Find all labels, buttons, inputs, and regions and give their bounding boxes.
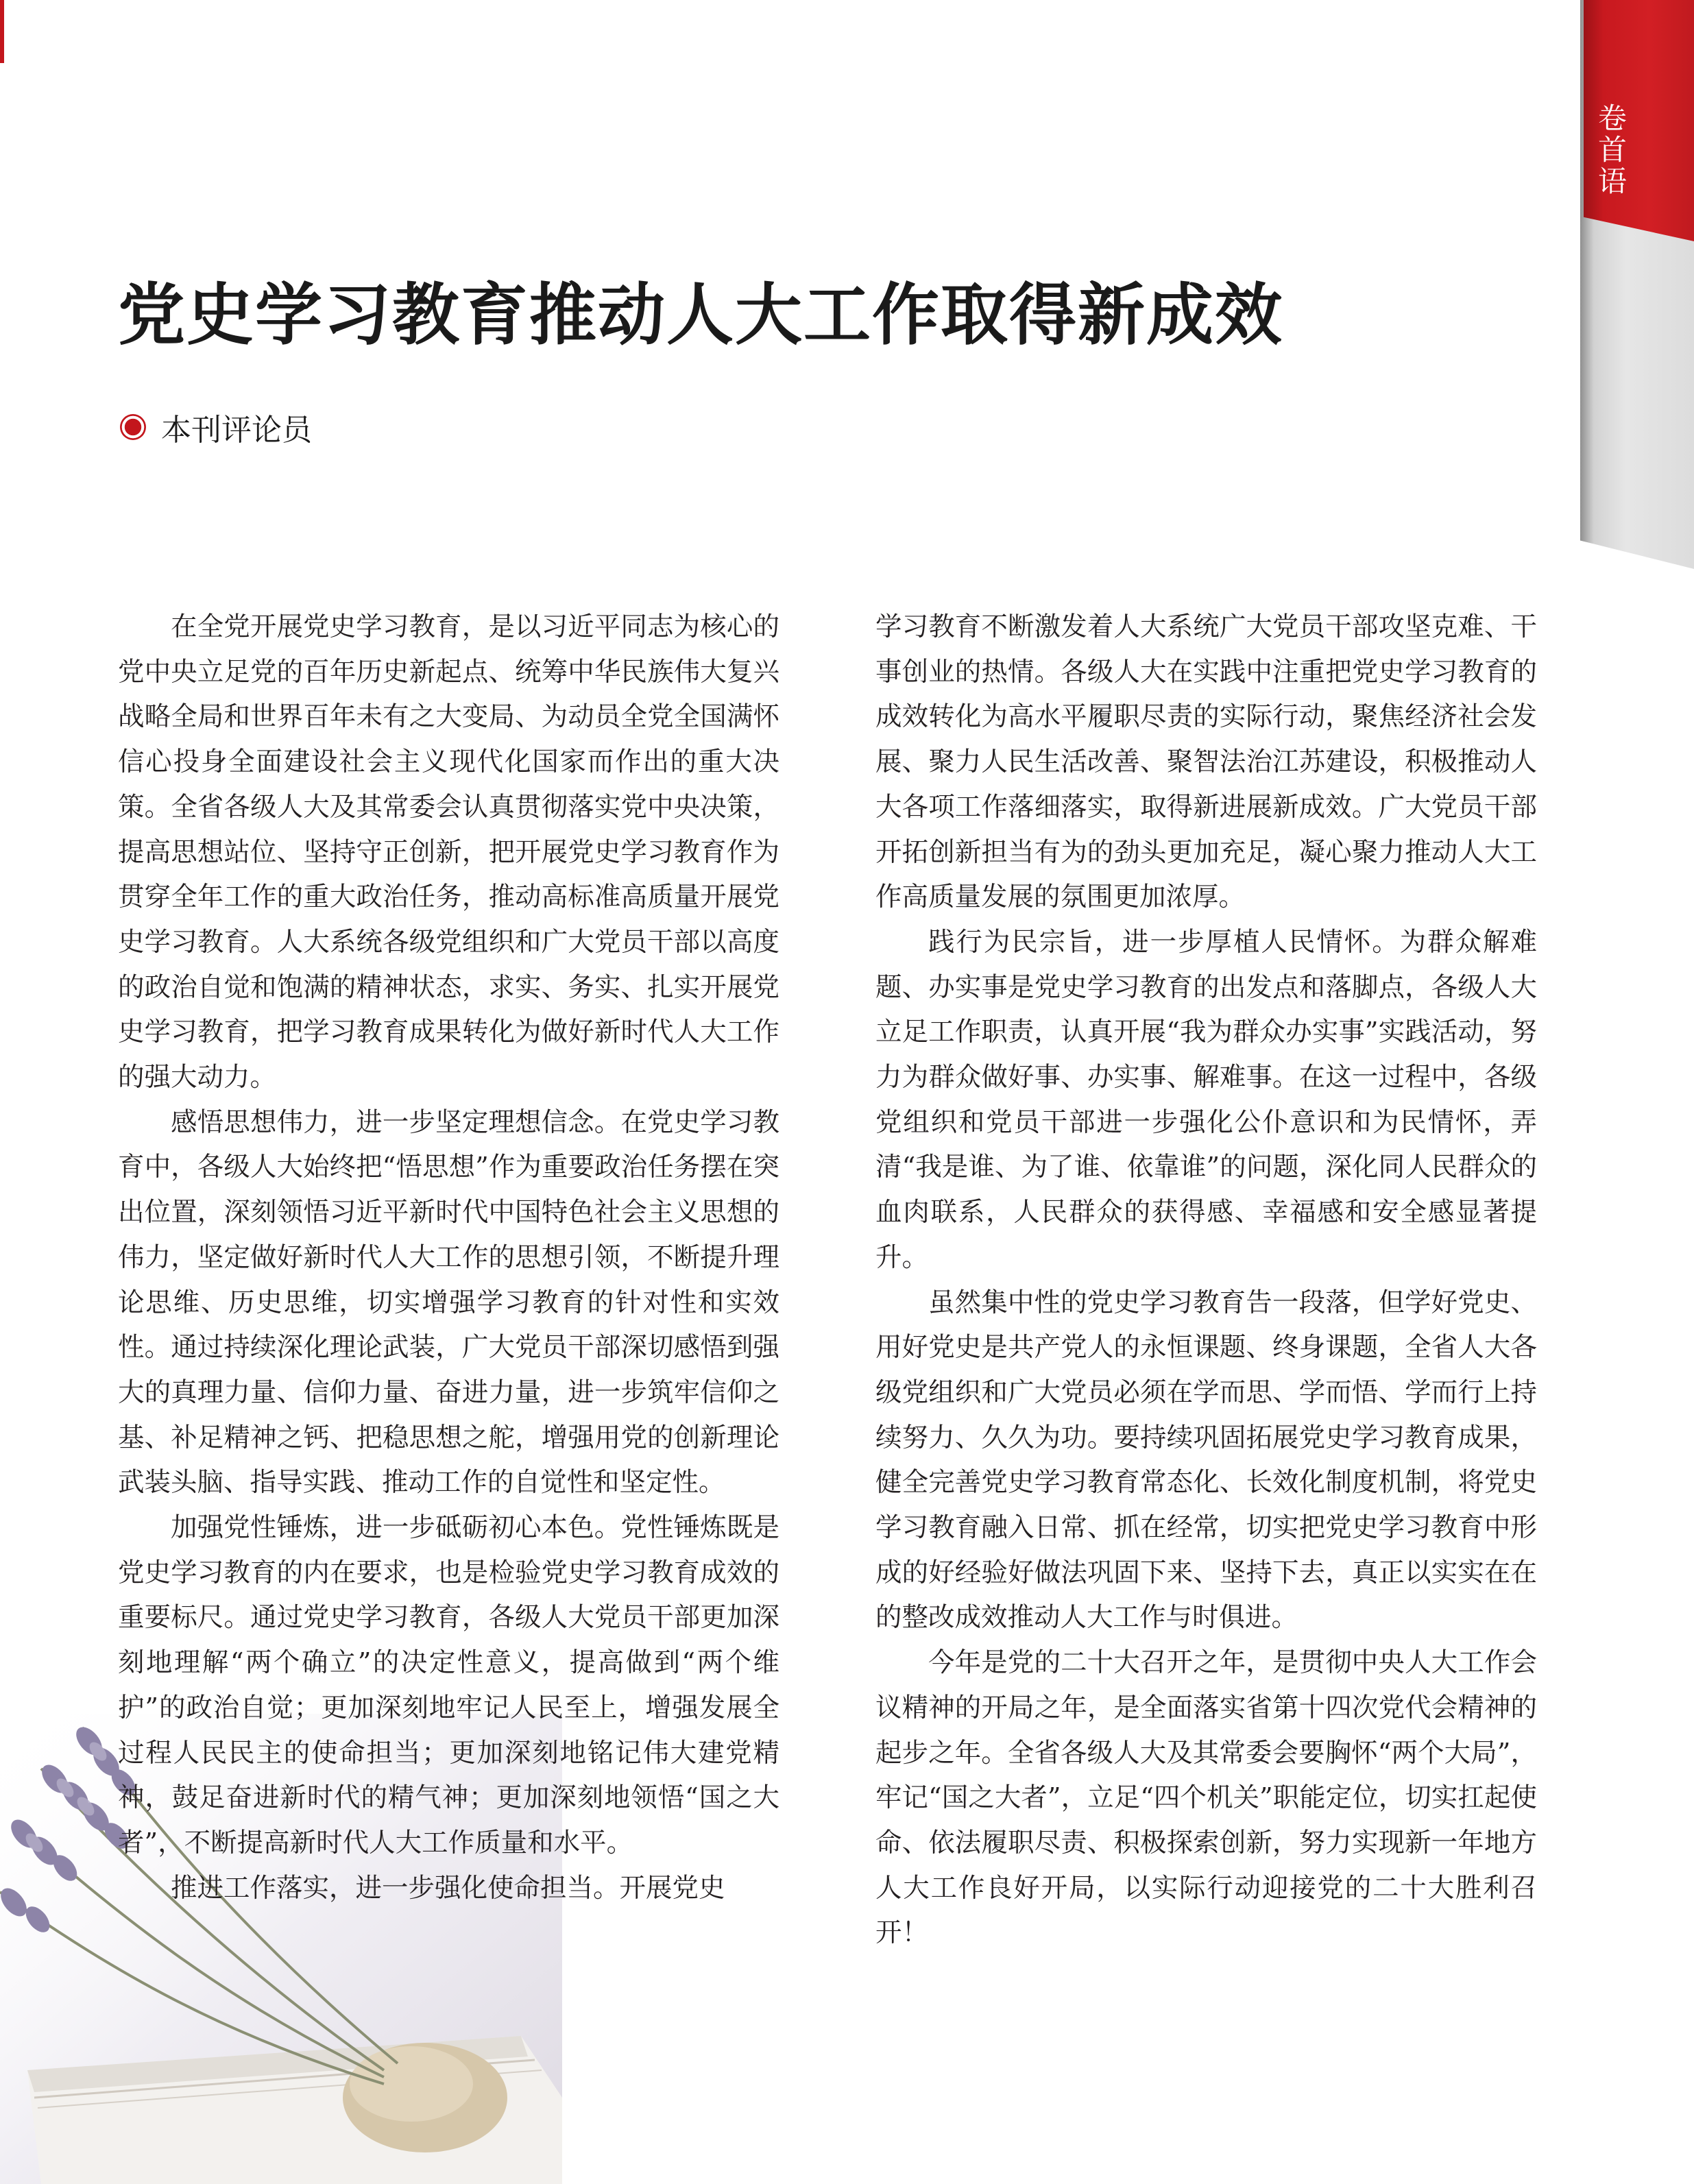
byline — [120, 403, 312, 451]
paragraph: 今年是党的二十大召开之年，是贯彻中央人大工作会议精神的开局之年，是全面落实省第十四次党代会精神的起步之年。全省各级人大及其常委会要胸怀“两个大局”，牢记“国之大者”，立足“四个机关”职能定位，切实扛起使命、依法履职尽责、积极探索创新，努力实现新一年地方人大工作良好开局，以实际行动迎接党的二十大胜利召开！ — [875, 1647, 1537, 1949]
corner-mark — [0, 0, 4, 63]
body-column-right — [875, 605, 1537, 1956]
paragraph: 推进工作落实，进一步强化使命担当。开展党史 — [171, 1872, 725, 1904]
paragraph: 践行为民宗旨，进一步厚植人民情怀。为群众解难题、办实事是党史学习教育的出发点和落脚点，各级人大立足工作职责，认真开展“我为群众办实事”实践活动，努力为群众做好事、办实事、解难事。在这一过程中，各级党组织和党员干部进一步强化公仆意识和为民情怀，弄清“我是谁、为了谁、依靠谁”的问题，深化同人民群众的血肉联系，人民群众的获得感、幸福感和安全感显著提升。 — [875, 926, 1537, 1273]
article-title: 党史学习教育推动人大工作取得新成效 — [118, 276, 1284, 354]
author: 本刊评论员 — [161, 413, 312, 448]
paragraph: 在全党开展党史学习教育，是以习近平同志为核心的党中央立足党的百年历史新起点、统筹中华民族伟大复兴战略全局和世界百年未有之大变局、为动员全党全国满怀信心投身全面建设社会主义现代化国家而作出的重大决策。全省各级人大及其常委会认真贯彻落实党中央决策，提高思想站位、坚持守正创新，把开展党史学习教育作为贯穿全年工作的重大政治任务，推动高标准高质量开展党史学习教育。人大系统各级党组织和广大党员干部以高度的政治自觉和饱满的精神状态，求实、务实、扎实开展党史学习教育，把学习教育成果转化为做好新时代人大工作的强大动力。 — [118, 611, 779, 1093]
paragraph: 虽然集中性的党史学习教育告一段落，但学好党史、用好党史是共产党人的永恒课题、终身课题，全省人大各级党组织和广大党员必须在学而思、学而悟、学而行上持续努力、久久为功。要持续巩固拓展党史学习教育成果，健全完善党史学习教育常态化、长效化制度机制，将党史学习教育融入日常、抓在经常，切实把党史学习教育中形成的好经验好做法巩固下来、坚持下去，真正以实实在在的整改成效推动人大工作与时俱进。 — [875, 1287, 1537, 1634]
paragraph: 感悟思想伟力，进一步坚定理想信念。在党史学习教育中，各级人大始终把“悟思想”作为重要政治任务摆在突出位置，深刻领悟习近平新时代中国特色社会主义思想的伟力，坚定做好新时代人大工作的思想引领，不断提升理论思维、历史思维，切实增强学习教育的针对性和实效性。通过持续深化理论武装，广大党员干部深切感悟到强大的真理力量、信仰力量、奋进力量，进一步筑牢信仰之基、补足精神之钙、把稳思想之舵，增强用党的创新理论武装头脑、指导实践、推动工作的自觉性和坚定性。 — [118, 1106, 779, 1499]
red-bullet-icon — [120, 414, 146, 440]
paragraph-continued: 学习教育不断激发着人大系统广大党员干部攻坚克难、干事创业的热情。各级人大在实践中注重把党史学习教育的成效转化为高水平履职尽责的实际行动，聚焦经济社会发展、聚力人民生活改善、聚智法治江苏建设，积极推动人大各项工作落细落实，取得新进展新成效。广大党员干部开拓创新担当有为的劲头更加充足，凝心聚力推动人大工作高质量发展的氛围更加浓厚。 — [875, 611, 1537, 913]
section-tab-label: 卷首语 — [1594, 103, 1628, 197]
body-column-left — [118, 605, 779, 1910]
paragraph: 加强党性锤炼，进一步砥砺初心本色。党性锤炼既是党史学习教育的内在要求，也是检验党史学习教育成效的重要标尺。通过党史学习教育，各级人大党员干部更加深刻地理解“两个确立”的决定性意义，提高做到“两个维护”的政治自觉；更加深刻地牢记人民至上，增强发展全过程人民民主的使命担当；更加深刻地铭记伟大建党精神，鼓足奋进新时代的精气神；更加深刻地领悟“国之大者”，不断提高新时代人大工作质量和水平。 — [118, 1512, 779, 1858]
